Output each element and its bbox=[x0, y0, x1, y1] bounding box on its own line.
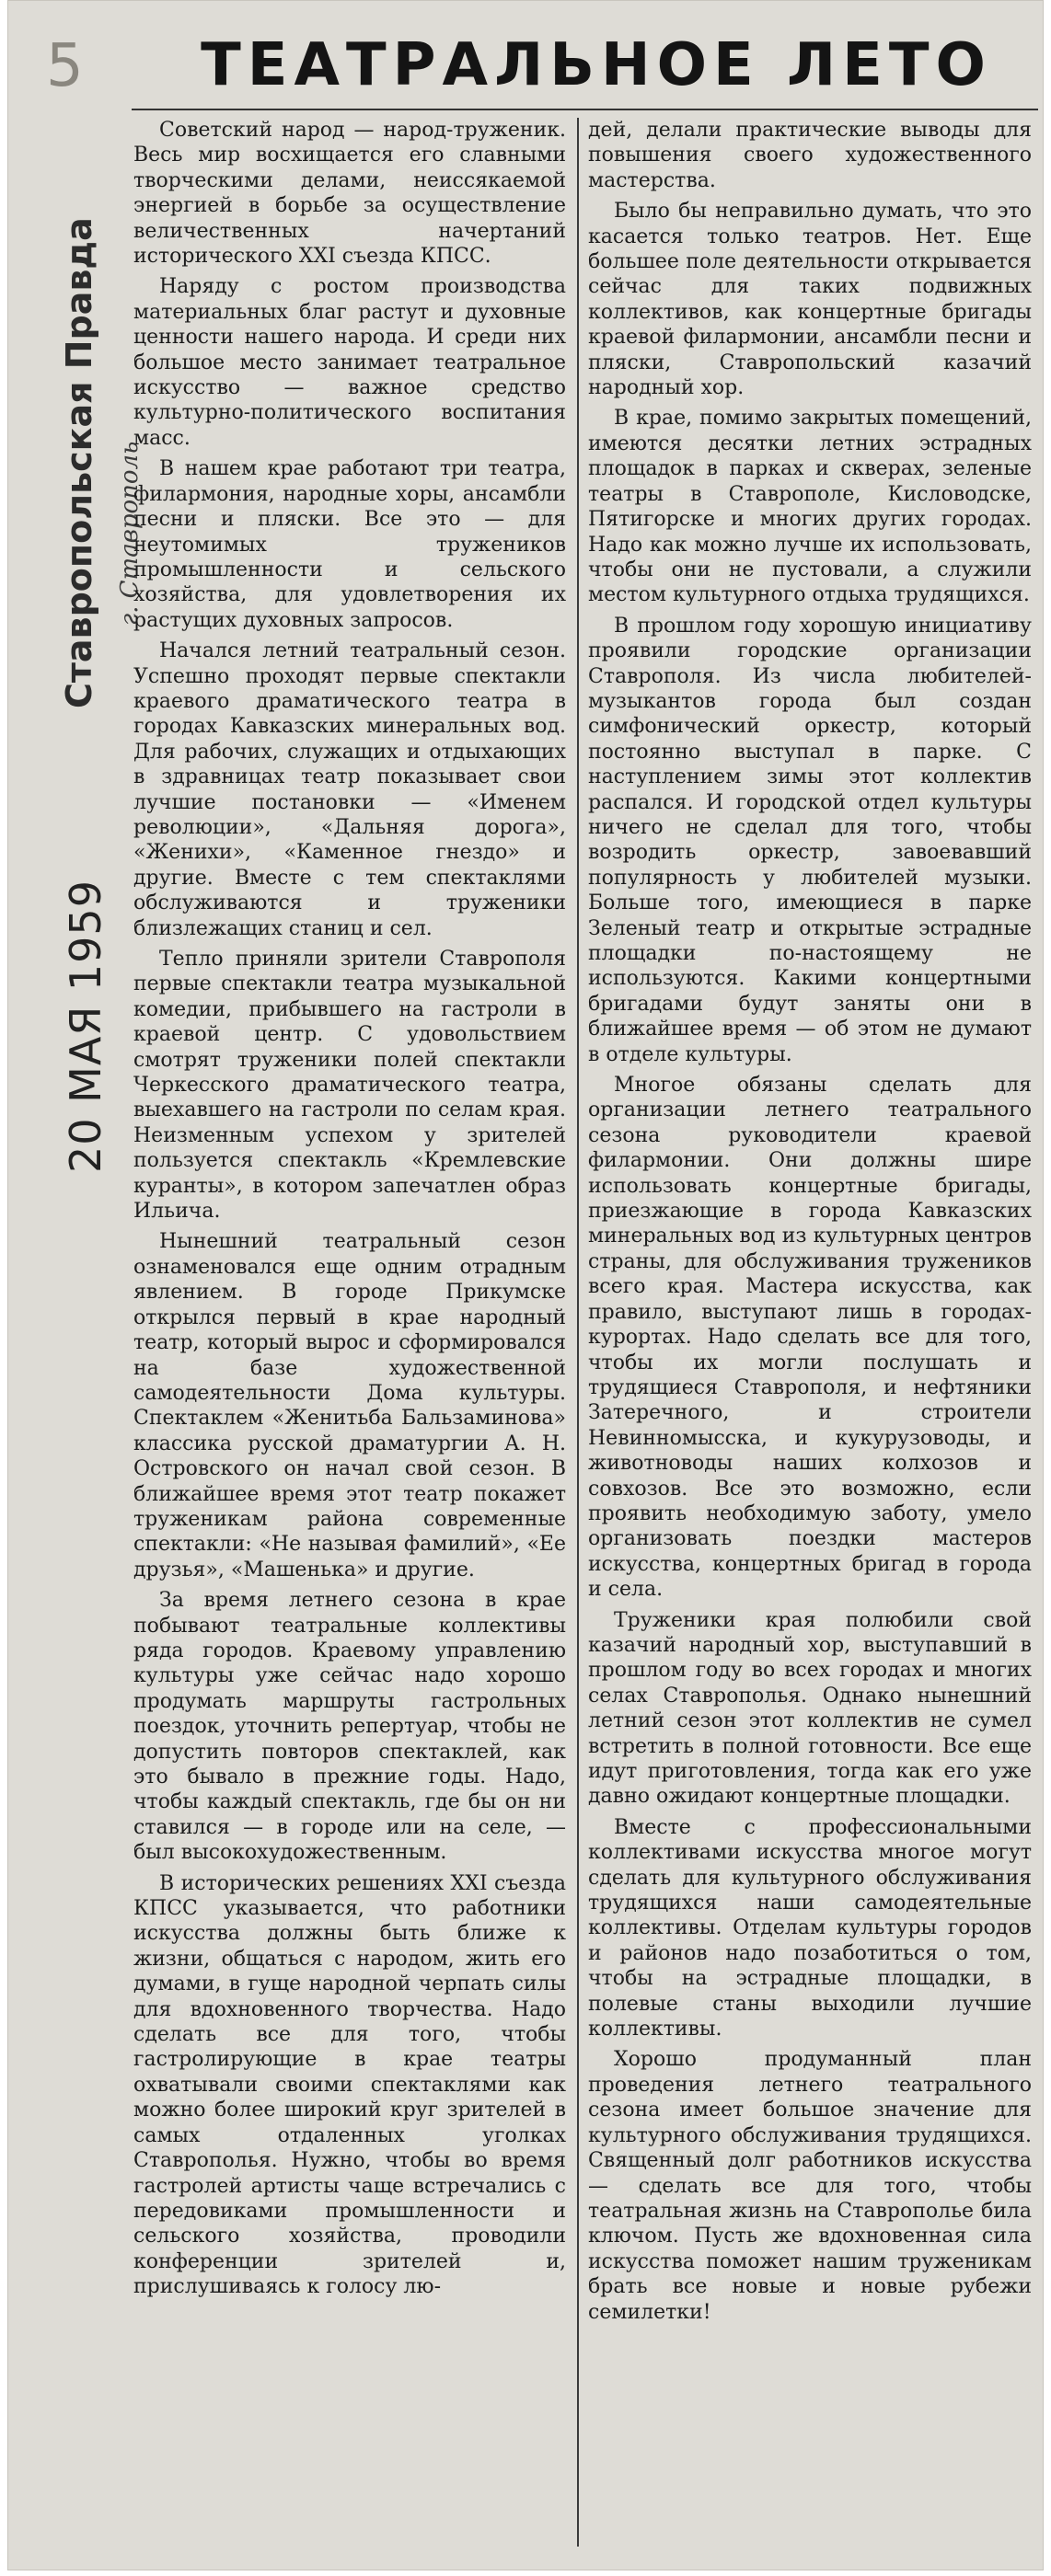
paragraph: Наряду с ростом производства материальных благ растут и духовные ценности нашего народа. И среди них большое место занимает театральное искусство — важное средство культурно-политического воспитания масс. bbox=[133, 275, 566, 450]
paragraph: Советский народ — народ-труженик. Весь мир восхищается его славными творческими делами, неиссякаемой энергией в борьбе за осуществление величественных начертаний исторического XXI съезда КПСС. bbox=[133, 119, 566, 269]
paragraph: В исторических решениях XXI съезда КПСС указывается, что работники искусства должны быть ближе к жизни, общаться с народом, жить его думами, в гуще народной черпать силы для вдохновенного творчества. Надо сделать все для того, чтобы гастролирующие в крае театры охватывали своими спектаклями как можно более широкий круг зрителей в самых отдаленных уголках Ставрополья. Нужно, чтобы во время гастролей артисты чаще встречались с передовиками промышленности и сельского хозяйства, проводили конференции зрителей и, прислушиваясь к голосу лю- bbox=[133, 1871, 566, 2299]
paragraph: Было бы неправильно думать, что это касается только театров. Нет. Еще большее поле деятельности открывается сейчас для таких подвижных коллективов, как концертные бригады краевой филармонии, ансамбли песни и пляски, Ставропольский казачий народный хор. bbox=[588, 200, 1032, 400]
paragraph: В прошлом году хорошую инициативу проявили городские организации Ставрополя. Из числа любителей-музыкантов города был создан симфонический оркестр, который постоянно выступал в парке. С наступлением зимы этот коллектив распался. И городской отдел культуры ничего не сделал для того, чтобы возродить оркестр, завоевавший популярность у любителей музыки. Больше того, имеющиеся в парке Зеленый театр и открытые эстрадные площадки по-настоящему не используются. Какими концертными бригадами будут заняты они в ближайшее время — об этом не думают в отделе культуры. bbox=[588, 614, 1032, 1066]
publication-date: 20 МАЯ 1959 bbox=[61, 880, 110, 1173]
paragraph: Начался летний театральный сезон. Успешно проходят первые спектакли краевого драматического театра в городах Кавказских минеральных вод. Для рабочих, служащих и отдыхающих в здравницах театр показывает свои лучшие постановки — «Именем революции», «Дальняя дорога», «Женихи», «Каменное гнездо» и другие. Вместе с тем спектаклями обслуживаются и труженики близлежащих станиц и сел. bbox=[133, 639, 566, 940]
article-title: ТЕАТРАЛЬНОЕ ЛЕТО bbox=[201, 31, 992, 99]
paragraph-continuation: дей, делали практические выводы для повышения своего художественного мастерства. bbox=[588, 119, 1032, 192]
source-stamp bbox=[44, 147, 144, 1178]
article-body bbox=[132, 118, 1043, 2565]
left-column bbox=[133, 118, 566, 2565]
city-name: г. Ставрополь bbox=[116, 441, 144, 626]
paragraph: Хорошо продуманный план проведения летнего театрального сезона имеет большое значение для культурного обслуживания трудящихся. Священный долг работников искусства — сделать все для того, чтобы театральная жизнь на Ставрополье била ключом. Пусть же вдохновенная сила искусства поможет нашим труженикам брать все новые и новые рубежи семилетки! bbox=[588, 2048, 1032, 2324]
paragraph: Нынешний театральный сезон ознаменовался еще одним отрадным явлением. В городе Прикумске открылся первый в крае народный театр, который вырос и сформировался на базе художественной самодеятельности Дома культуры. Спектаклем «Женитьба Бальзаминова» классика русской драматургии А. Н. Островского он начал свой сезон. В ближайшее время этот театр покажет труженикам района современные спектакли: «Не называя фамилий», «Ее друзья», «Машенька» и другие. bbox=[133, 1230, 566, 1581]
paragraph: В нашем крае работают три театра, филармония, народные хоры, ансамбли песни и пляски. Все это — для неутомимых тружеников промышленности и сельского хозяйства, для удовлетворения их растущих духовных запросов. bbox=[133, 457, 566, 632]
paragraph: В крае, помимо закрытых помещений, имеются десятки летних эстрадных площадок в парках и скверах, зеленые театры в Ставрополе, Кисловодске, Пятигорске и многих других городах. Надо как можно лучше их использовать, чтобы они не пустовали, а служили местом культурного отдыха трудящихся. bbox=[588, 407, 1032, 607]
right-column bbox=[588, 118, 1032, 2565]
paragraph: Труженики края полюбили свой казачий народный хор, выступавший в прошлом году во всех городах и многих селах Ставрополья. Однако нынешний летний сезон этот коллектив не сумел встретить в полной готовности. Все еще идут приготовления, тогда как его уже давно ожидают концертные площадки. bbox=[588, 1608, 1032, 1809]
newspaper-name: Ставропольская Правда bbox=[59, 217, 99, 708]
corner-handwritten-mark: 5 bbox=[46, 32, 84, 100]
paragraph: Вместе с профессиональными коллективами искусства многое могут сделать для культурного обслуживания трудящихся наши самодеятельные коллективы. Отделам культуры городов и районов надо позаботиться о том, чтобы на эстрадные площадки, в полевые станы выходили лучшие коллективы. bbox=[588, 1815, 1032, 2041]
paragraph: За время летнего сезона в крае побывают театральные коллективы ряда городов. Краевому управлению культуры уже сейчас надо хорошо продумать маршруты гастрольных поездок, уточнить репертуар, чтобы не допустить повторов спектаклей, как это бывало в прежние годы. Надо, чтобы каждый спектакль, где бы он ни ставился — в городе или на селе, — был высокохудожественным. bbox=[133, 1589, 566, 1865]
newspaper-clipping bbox=[7, 0, 1044, 2570]
paragraph: Многое обязаны сделать для организации летнего театрального сезона руководители краевой филармонии. Они должны шире использовать концертные бригады, приезжающие в города Кавказских минеральных вод из культурных центров страны, для обслуживания тружеников всего края. Мастера искусства, как правило, выступают лишь в городах-курортах. Надо сделать все для того, чтобы их могли послушать и трудящиеся Ставрополя, и нефтяники Затеречного, и строители Невинномысска, и кукурузоводы, и животноводы наших колхозов и совхозов. Все это возможно, если проявить необходимую заботу, умело организовать поездки мастеров искусства, концертных бригад в города и села. bbox=[588, 1074, 1032, 1602]
title-rule bbox=[132, 109, 1038, 110]
paragraph: Тепло приняли зрители Ставрополя первые спектакли театра музыкальной комедии, прибывшего на гастроли в краевой центр. С удовольствием смотрят труженики полей спектакли Черкесского драматического театра, выехавшего на гастроли по селам края. Неизменным успехом у зрителей пользуется спектакль «Кремлевские куранты», в котором запечатлен образ Ильича. bbox=[133, 948, 566, 1224]
column-divider bbox=[577, 118, 579, 2547]
